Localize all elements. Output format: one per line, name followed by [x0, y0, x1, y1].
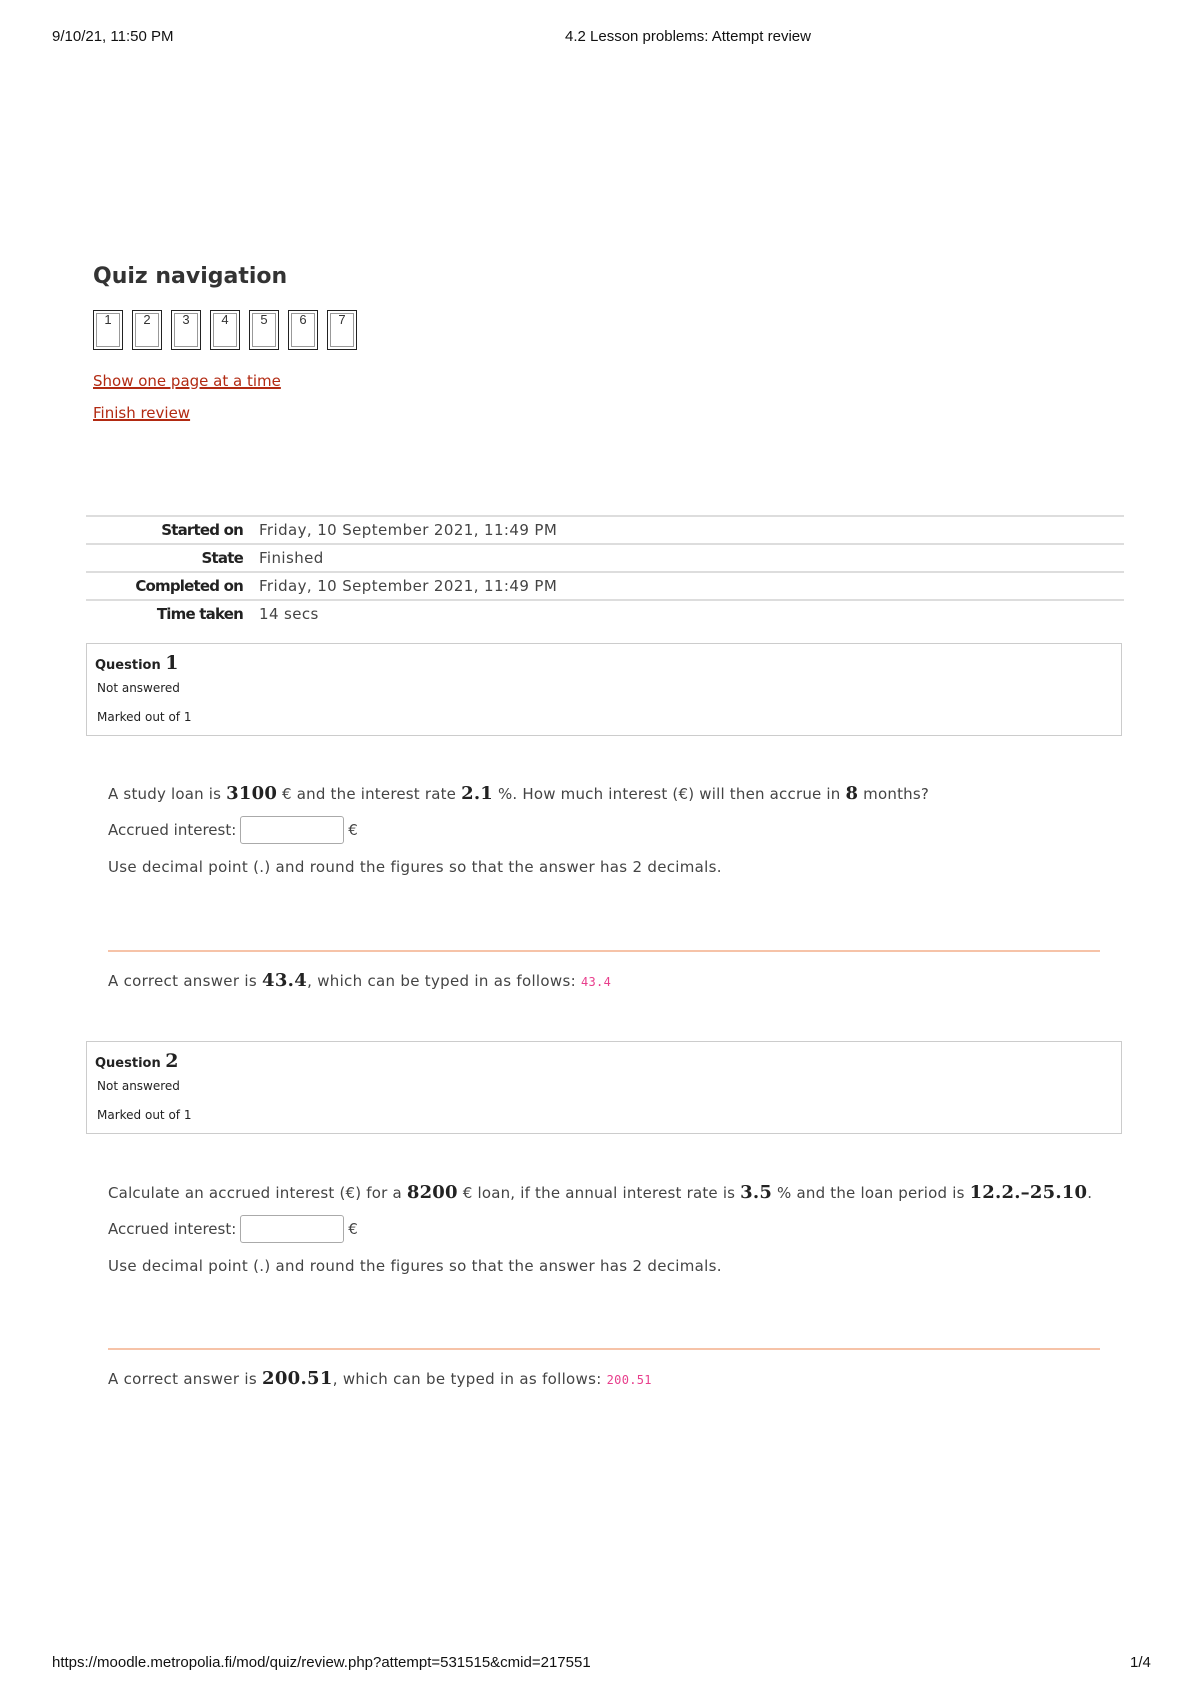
- q1-months-value: 8: [845, 783, 859, 804]
- q1-rate-value: 2.1: [461, 783, 494, 804]
- summary-row-completed: [86, 572, 1124, 600]
- quiz-nav-button-1[interactable]: 1: [93, 310, 123, 350]
- question-2-grade: Marked out of 1: [97, 1108, 192, 1122]
- quiz-nav-button-3[interactable]: 3: [171, 310, 201, 350]
- q2-currency: €: [348, 1220, 358, 1238]
- show-one-page-link[interactable]: Show one page at a time: [93, 372, 281, 390]
- attempt-summary-table: [86, 515, 1124, 627]
- q2-answer-input[interactable]: [240, 1215, 344, 1243]
- completed-on-label: Completed on: [86, 572, 259, 600]
- question-1-answer-row: [108, 816, 358, 844]
- q2-period-value: 12.2.–25.10: [969, 1182, 1088, 1203]
- q2-answer-label: Accrued interest:: [108, 1220, 237, 1238]
- q1-answer-label: Accrued interest:: [108, 821, 237, 839]
- print-datetime: 9/10/21, 11:50 PM: [52, 28, 174, 45]
- quiz-nav-button-4[interactable]: 4: [210, 310, 240, 350]
- q1-ra-middle: , which can be typed in as follows:: [307, 972, 581, 990]
- print-page-title: 4.2 Lesson problems: Attempt review: [565, 28, 811, 45]
- q1-currency: €: [348, 821, 358, 839]
- q2-ra-typed: 200.51: [606, 1373, 652, 1387]
- q1-ra-prefix: A correct answer is: [108, 972, 263, 990]
- question-1-grade: Marked out of 1: [97, 710, 192, 724]
- q2-rate-value: 3.5: [740, 1182, 773, 1203]
- q1-ra-typed: 43.4: [581, 975, 612, 989]
- print-page-number: 1/4: [1130, 1654, 1151, 1671]
- question-1-info: [86, 643, 1122, 736]
- q2-text-a: Calculate an accrued interest (€) for a: [108, 1184, 407, 1202]
- q2-ra-value: 200.51: [262, 1368, 333, 1389]
- q1-text-a: A study loan is: [108, 785, 227, 803]
- q2-ra-middle: , which can be typed in as follows:: [332, 1370, 607, 1388]
- question-2-prefix: Question: [95, 1056, 161, 1071]
- summary-row-time: [86, 600, 1124, 627]
- q2-text-c: % and the loan period is: [772, 1184, 970, 1202]
- quiz-nav-button-6[interactable]: 6: [288, 310, 318, 350]
- question-2-number: [95, 1050, 178, 1072]
- time-taken-value: 14 secs: [259, 600, 1124, 627]
- quiz-nav-button-7[interactable]: 7: [327, 310, 357, 350]
- question-2-state: Not answered: [97, 1079, 180, 1093]
- q1-answer-input[interactable]: [240, 816, 344, 844]
- summary-row-state: [86, 544, 1124, 572]
- question-2-right-answer: [108, 1368, 652, 1389]
- question-2-hint: Use decimal point (.) and round the figures so that the answer has 2 decimals.: [108, 1257, 722, 1275]
- q2-text-d: .: [1087, 1184, 1093, 1202]
- q2-ra-prefix: A correct answer is: [108, 1370, 263, 1388]
- quiz-navigation-title: Quiz navigation: [93, 264, 288, 289]
- q2-loan-value: 8200: [406, 1182, 458, 1203]
- print-url: https://moodle.metropolia.fi/mod/quiz/review.php?attempt=531515&cmid=217551: [52, 1654, 591, 1671]
- finish-review-link[interactable]: Finish review: [93, 404, 191, 422]
- q1-loan-value: 3100: [226, 783, 278, 804]
- summary-row-started: [86, 516, 1124, 544]
- question-2-info: [86, 1041, 1122, 1134]
- question-1-state: Not answered: [97, 681, 180, 695]
- state-label: State: [86, 544, 259, 572]
- q2-text-b: € loan, if the annual interest rate is: [457, 1184, 741, 1202]
- q1-text-b: € and the interest rate: [277, 785, 462, 803]
- quiz-nav-button-2[interactable]: 2: [132, 310, 162, 350]
- quiz-nav-button-5[interactable]: 5: [249, 310, 279, 350]
- started-on-value: Friday, 10 September 2021, 11:49 PM: [259, 516, 1124, 544]
- question-2-num: 2: [165, 1050, 179, 1072]
- state-value: Finished: [259, 544, 1124, 572]
- quiz-navigation-buttons: [93, 310, 366, 350]
- question-1-prefix: Question: [95, 658, 161, 673]
- question-1-number: [95, 652, 178, 674]
- question-1-divider: [108, 950, 1100, 952]
- question-2-divider: [108, 1348, 1100, 1350]
- started-on-label: Started on: [86, 516, 259, 544]
- question-1-text: [108, 783, 929, 804]
- q1-text-d: months?: [858, 785, 930, 803]
- q1-ra-value: 43.4: [262, 970, 308, 991]
- completed-on-value: Friday, 10 September 2021, 11:49 PM: [259, 572, 1124, 600]
- q1-text-c: %. How much interest (€) will then accrue in: [493, 785, 846, 803]
- time-taken-label: Time taken: [86, 600, 259, 627]
- question-2-text: [108, 1182, 1092, 1203]
- question-1-num: 1: [165, 652, 179, 674]
- question-1-right-answer: [108, 970, 611, 991]
- question-1-hint: Use decimal point (.) and round the figures so that the answer has 2 decimals.: [108, 858, 722, 876]
- question-2-answer-row: [108, 1215, 358, 1243]
